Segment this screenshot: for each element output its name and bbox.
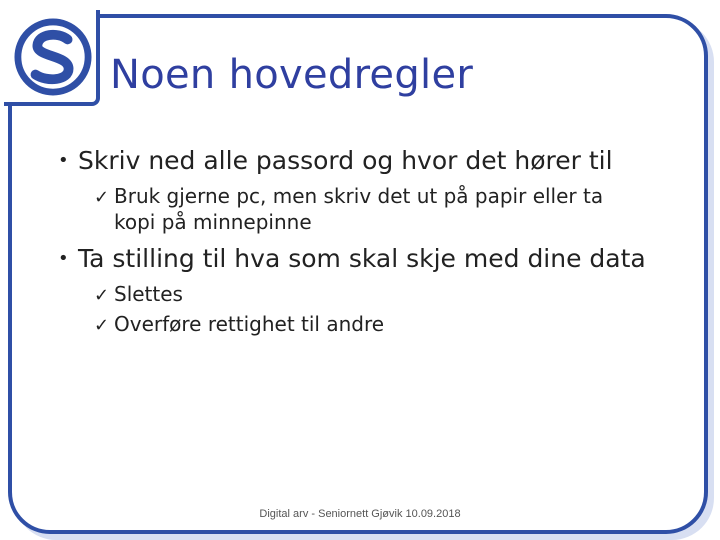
bullet-text: Ta stilling til hva som skal skje med dine data [78,244,646,273]
checkmark-icon: ✓ [94,315,110,336]
checkmark-icon: ✓ [94,187,110,208]
checkmark-icon: ✓ [94,285,110,306]
sub-item-line1: Bruk gjerne pc, men skriv det ut på papir eller ta [114,184,604,208]
sub-item-line1: Overføre rettighet til andre [114,312,385,336]
s-logo-icon [14,18,92,96]
sub-item-2-2 [94,312,384,338]
bullet-item-1 [58,146,613,175]
bullet-dot: • [58,248,69,269]
bullet-dot: • [58,150,69,171]
slide-title: Noen hovedregler [110,52,474,98]
slide-footer: Digital arv - Seniornett Gjøvik 10.09.2018 [259,508,461,520]
sub-item-1-1 [94,184,603,234]
bullet-text: Skriv ned alle passord og hvor det hører til [78,146,613,175]
sub-item-2-1 [94,282,183,308]
bullet-item-2 [58,244,646,273]
sub-item-line1: Slettes [114,282,183,306]
sub-item-line2: kopi på minnepinne [114,210,312,234]
